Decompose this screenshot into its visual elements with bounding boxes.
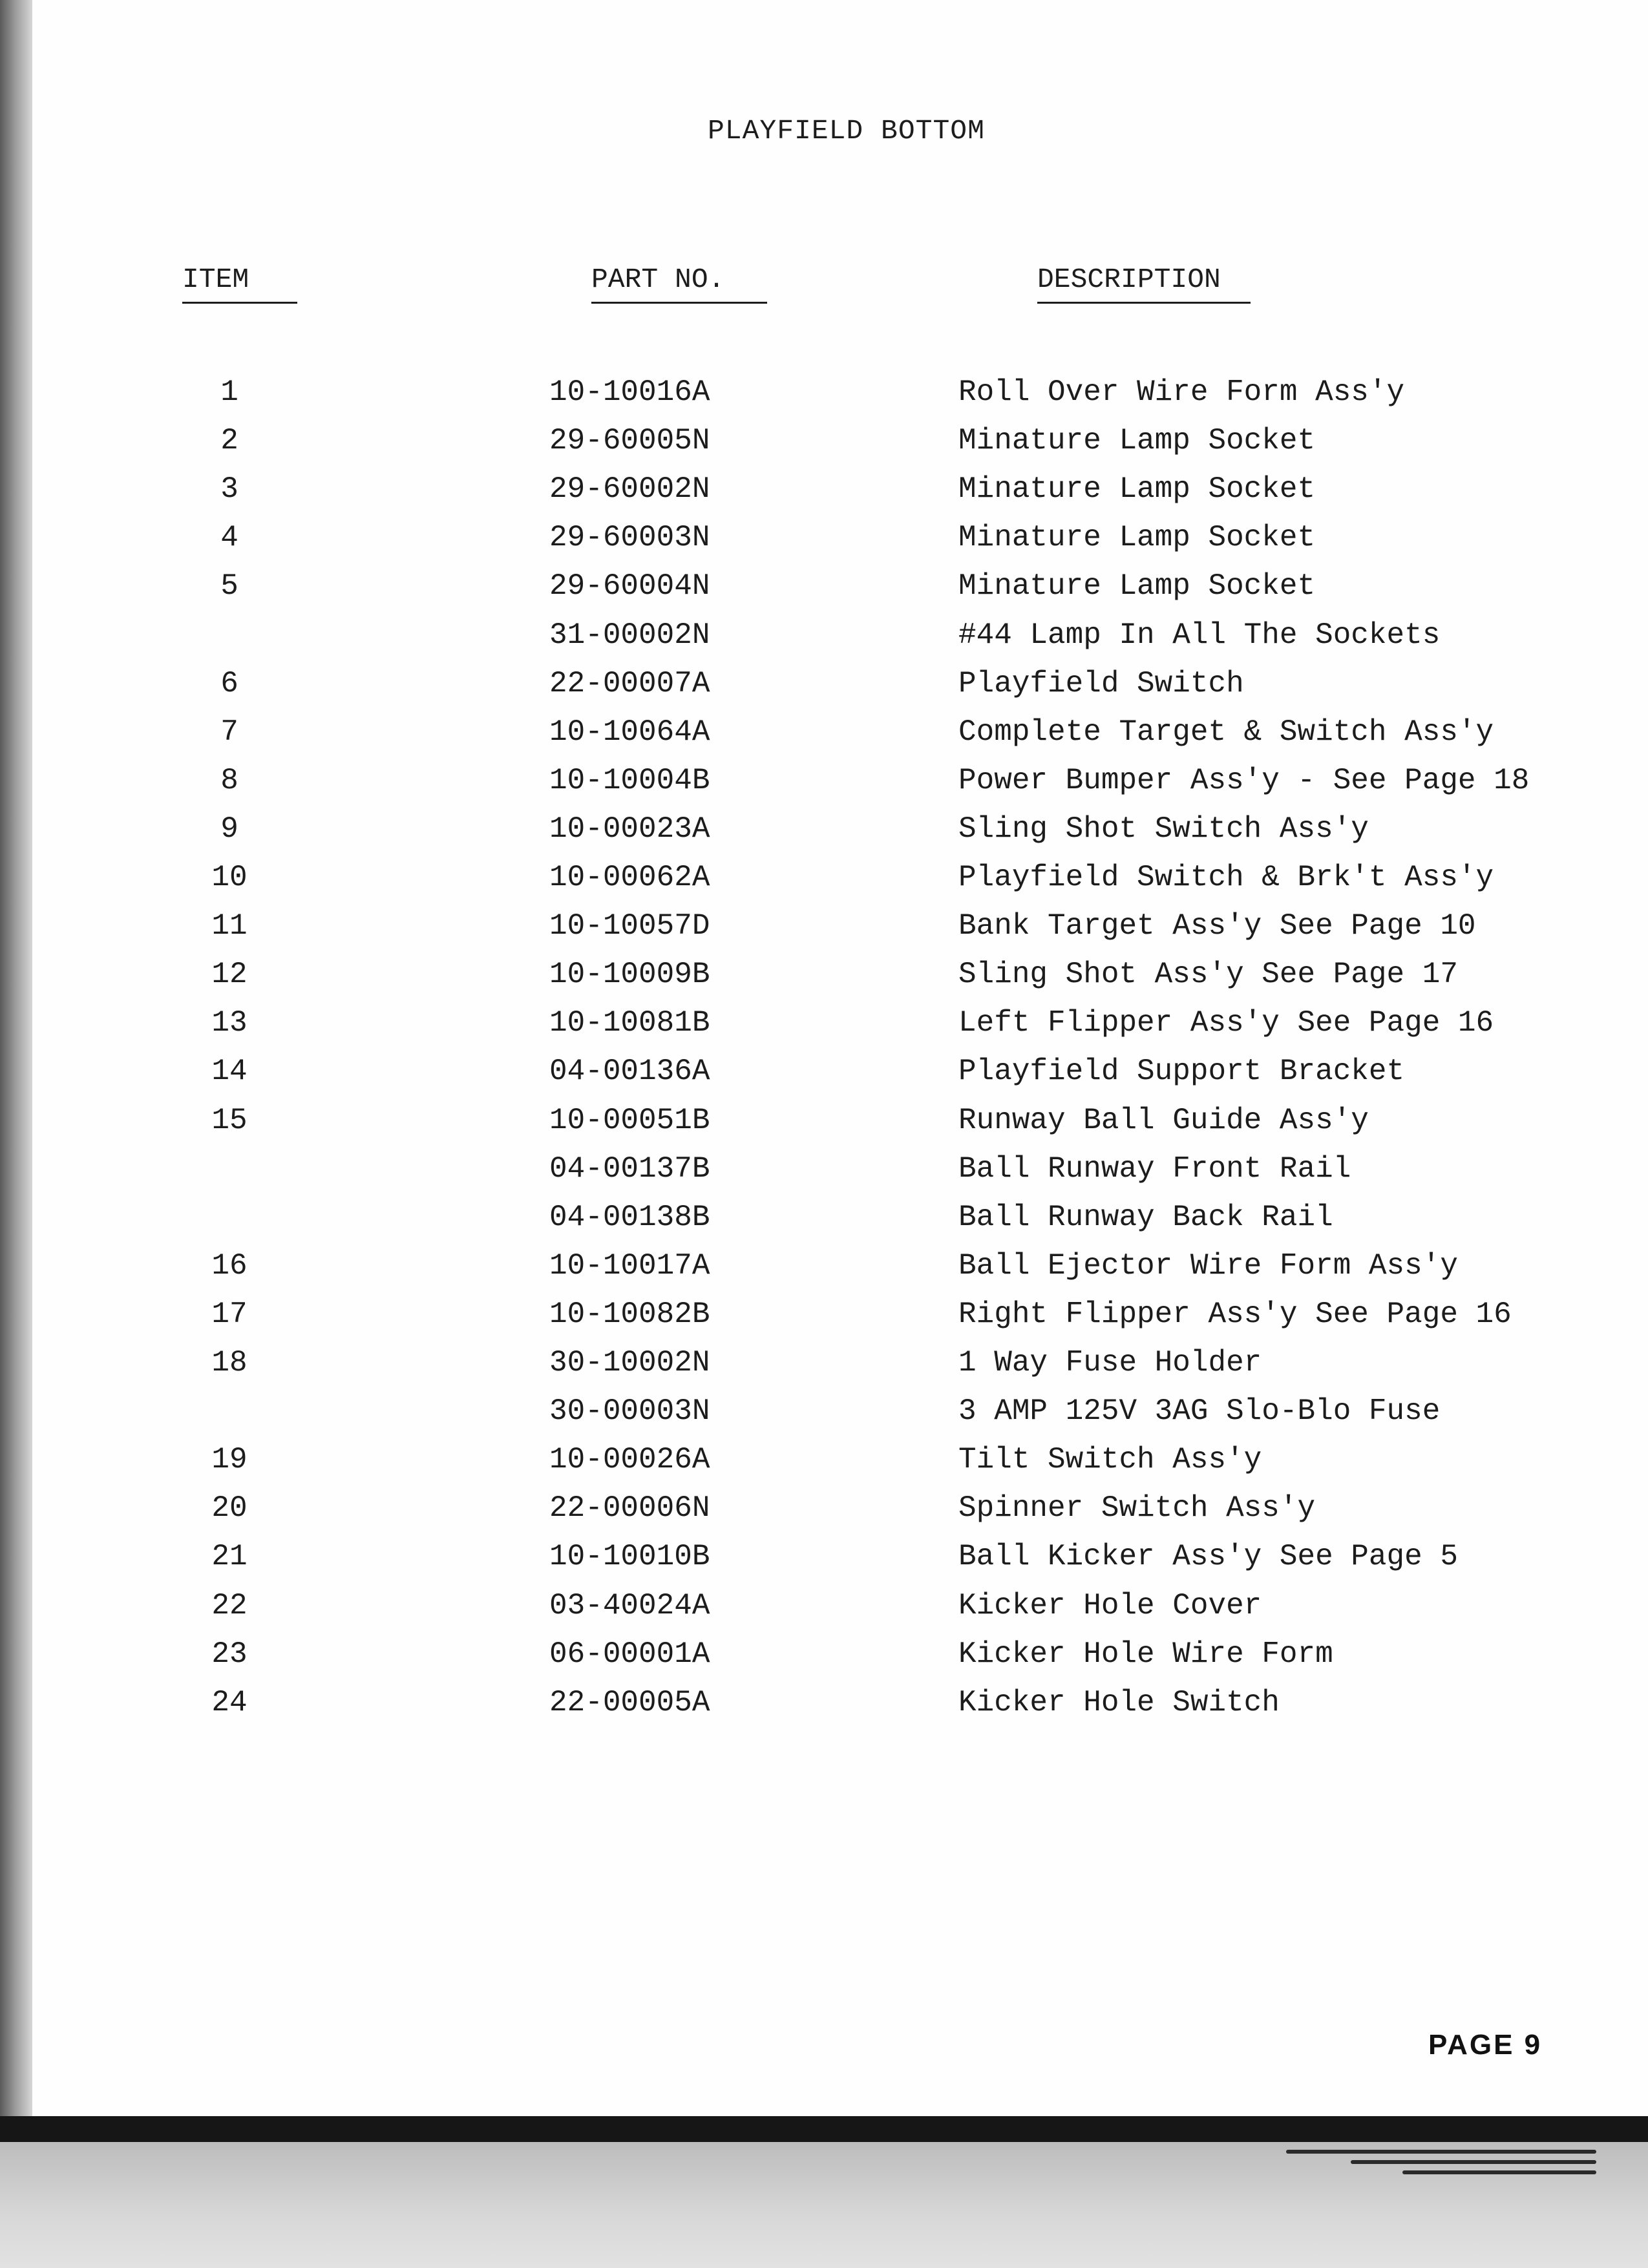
header-item-underline — [182, 302, 297, 304]
item-number: 18 — [211, 1346, 248, 1380]
part-number: 30-10002N — [549, 1346, 710, 1380]
part-description: Ball Ejector Wire Form Ass'y — [958, 1248, 1458, 1283]
part-description: Kicker Hole Wire Form — [958, 1637, 1333, 1671]
scan-bottom-shadow — [0, 2116, 1648, 2142]
page-stack-edge — [1286, 2150, 1596, 2154]
part-number: 04-00136A — [549, 1055, 710, 1089]
part-description: Minature Lamp Socket — [958, 521, 1316, 555]
header-part-no — [591, 260, 767, 299]
table-row — [32, 805, 1648, 854]
table-row — [32, 660, 1648, 708]
part-description: 1 Way Fuse Holder — [958, 1346, 1262, 1380]
part-description: Playfield Switch & Brk't Ass'y — [958, 861, 1494, 894]
item-number: 10 — [211, 861, 248, 894]
table-row — [32, 1533, 1648, 1581]
part-description: #44 Lamp In All The Sockets — [958, 618, 1441, 652]
part-number: 22-00005A — [549, 1685, 710, 1719]
part-description: 3 AMP 125V 3AG Slo-Blo Fuse — [958, 1394, 1441, 1429]
part-description: Minature Lamp Socket — [958, 472, 1316, 507]
part-description: Spinner Switch Ass'y — [958, 1491, 1316, 1526]
part-number: 10-10081B — [549, 1006, 710, 1040]
item-number: 6 — [220, 666, 238, 700]
part-number: 10-00023A — [549, 812, 710, 846]
part-description: Ball Runway Back Rail — [958, 1200, 1333, 1234]
item-number: 5 — [220, 569, 238, 604]
part-description: Tilt Switch Ass'y — [958, 1443, 1262, 1477]
part-number: 10-10016A — [549, 375, 710, 409]
item-number: 21 — [211, 1540, 248, 1574]
table-row — [32, 1097, 1648, 1145]
part-number: 22-00007A — [549, 666, 710, 700]
part-number: 29-60002N — [549, 472, 710, 507]
header-item-label: ITEM — [182, 264, 249, 295]
table-row — [32, 1630, 1648, 1679]
table-row — [32, 757, 1648, 805]
part-number: 10-10010B — [549, 1540, 710, 1574]
part-description: Kicker Hole Switch — [958, 1685, 1280, 1719]
part-description: Right Flipper Ass'y See Page 16 — [958, 1297, 1512, 1331]
table-row — [32, 1679, 1648, 1727]
item-number: 2 — [220, 424, 238, 458]
table-row — [32, 999, 1648, 1047]
table-row — [32, 1582, 1648, 1630]
table-row — [32, 1193, 1648, 1242]
item-number: 11 — [211, 909, 248, 943]
table-row — [32, 1290, 1648, 1339]
part-description: Complete Target & Switch Ass'y — [958, 715, 1494, 749]
item-number: 3 — [220, 472, 238, 507]
part-number: 29-60003N — [549, 521, 710, 555]
part-number: 22-00006N — [549, 1491, 710, 1526]
table-row — [32, 902, 1648, 950]
table-row — [32, 1484, 1648, 1533]
table-row — [32, 1047, 1648, 1096]
part-number: 10-00051B — [549, 1103, 710, 1137]
table-row — [32, 950, 1648, 999]
table-row — [32, 708, 1648, 757]
part-description: Playfield Switch — [958, 666, 1244, 700]
table-row — [32, 417, 1648, 465]
part-number: 10-00026A — [549, 1443, 710, 1477]
document-page — [32, 0, 1648, 2116]
item-number: 16 — [211, 1248, 248, 1283]
part-description: Bank Target Ass'y See Page 10 — [958, 909, 1476, 943]
item-number: 19 — [211, 1443, 248, 1477]
page-stack-edge — [1351, 2160, 1596, 2164]
item-number: 14 — [211, 1055, 248, 1089]
part-description: Left Flipper Ass'y See Page 16 — [958, 1006, 1494, 1040]
part-number: 03-40024A — [549, 1588, 710, 1622]
table-row — [32, 1436, 1648, 1484]
part-number: 06-00001A — [549, 1637, 710, 1671]
item-number: 17 — [211, 1297, 248, 1331]
item-number: 20 — [211, 1491, 248, 1526]
page-number: PAGE 9 — [1428, 2029, 1543, 2061]
item-number: 24 — [211, 1685, 248, 1719]
part-number: 04-00137B — [549, 1151, 710, 1186]
table-row — [32, 1339, 1648, 1387]
table-row — [32, 1242, 1648, 1290]
part-description: Roll Over Wire Form Ass'y — [958, 375, 1405, 409]
part-description: Power Bumper Ass'y - See Page 18 — [958, 763, 1530, 797]
part-number: 29-60004N — [549, 569, 710, 604]
part-description: Playfield Support Bracket — [958, 1055, 1405, 1089]
scanner-edge-shadow — [0, 0, 34, 2126]
item-number: 1 — [220, 375, 238, 409]
part-number: 10-10064A — [549, 715, 710, 749]
part-number: 10-10082B — [549, 1297, 710, 1331]
header-item — [182, 260, 297, 299]
table-row — [32, 611, 1648, 660]
header-part-no-label: PART NO. — [591, 264, 725, 295]
part-number: 29-60005N — [549, 424, 710, 458]
part-number: 10-10009B — [549, 958, 710, 992]
part-description: Kicker Hole Cover — [958, 1588, 1262, 1622]
page-title: PLAYFIELD BOTTOM — [708, 115, 985, 147]
part-number: 04-00138B — [549, 1200, 710, 1234]
table-row — [32, 1145, 1648, 1193]
item-number: 22 — [211, 1588, 248, 1622]
part-description: Ball Kicker Ass'y See Page 5 — [958, 1540, 1458, 1574]
item-number: 23 — [211, 1637, 248, 1671]
item-number: 7 — [220, 715, 238, 749]
header-description-underline — [1037, 302, 1251, 304]
part-description: Runway Ball Guide Ass'y — [958, 1103, 1369, 1137]
item-number: 12 — [211, 958, 248, 992]
page-stack-edge — [1402, 2170, 1596, 2174]
part-number: 30-00003N — [549, 1394, 710, 1429]
header-part-no-underline — [591, 302, 767, 304]
table-row — [32, 465, 1648, 514]
item-number: 9 — [220, 812, 238, 846]
part-description: Sling Shot Ass'y See Page 17 — [958, 958, 1458, 992]
table-row — [32, 1387, 1648, 1436]
part-number: 10-10017A — [549, 1248, 710, 1283]
table-row — [32, 854, 1648, 902]
part-description: Ball Runway Front Rail — [958, 1151, 1351, 1186]
part-description: Minature Lamp Socket — [958, 569, 1316, 604]
item-number: 15 — [211, 1103, 248, 1137]
table-row — [32, 368, 1648, 417]
part-number: 10-10057D — [549, 909, 710, 943]
part-number: 10-00062A — [549, 861, 710, 894]
header-description-label: DESCRIPTION — [1037, 264, 1221, 295]
item-number: 8 — [220, 763, 238, 797]
scanner-background — [0, 2142, 1648, 2268]
part-number: 31-00002N — [549, 618, 710, 652]
part-description: Sling Shot Switch Ass'y — [958, 812, 1369, 846]
table-row — [32, 514, 1648, 562]
item-number: 13 — [211, 1006, 248, 1040]
part-number: 10-10004B — [549, 763, 710, 797]
item-number: 4 — [220, 521, 238, 555]
table-row — [32, 562, 1648, 611]
header-description — [1037, 260, 1251, 299]
part-description: Minature Lamp Socket — [958, 424, 1316, 458]
